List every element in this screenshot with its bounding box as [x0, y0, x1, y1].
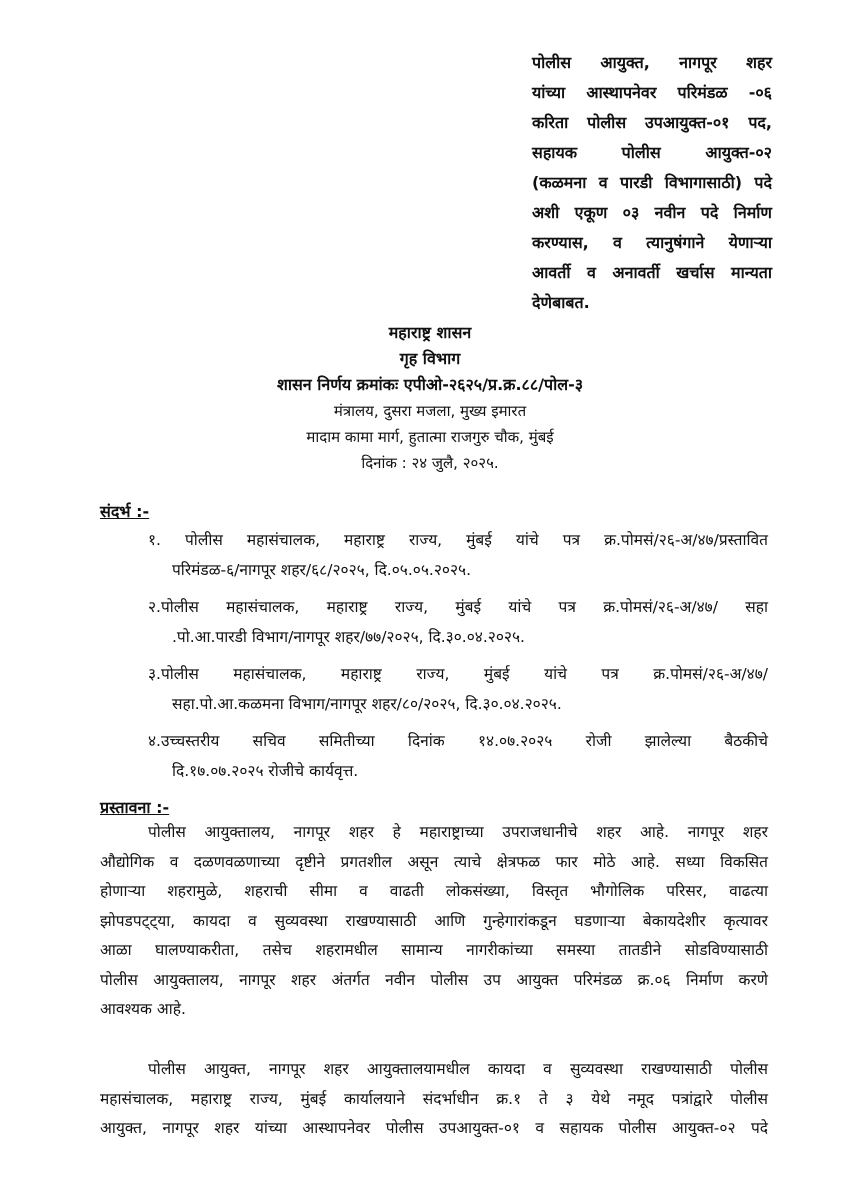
- subject-line: करिता पोलीस उपआयुक्त-०१ पद,: [532, 113, 772, 132]
- preamble-paragraph: [100, 1055, 768, 1144]
- reference-item: [100, 726, 768, 786]
- resolution-date: दिनांक : २४ जुलै, २०२५.: [361, 454, 499, 472]
- reference-item: [100, 659, 768, 719]
- subject-line: सहायक पोलीस आयुक्त-०२: [532, 143, 772, 162]
- address-line: मादाम कामा मार्ग, हुतात्मा राजगुरु चौक, मुंबई: [306, 428, 554, 446]
- paragraph-line: आवश्यक आहे.: [100, 1000, 186, 1018]
- paragraph-line: आळा घालण्याकरीता, तसेच शहरामधील सामान्य नागरीकांच्या समस्या तातडीने सोडविण्यासाठी: [100, 941, 768, 959]
- resolution-number: शासन निर्णय क्रमांकः एपीओ-२६२५/प्र.क्र.८८/पोल-३: [276, 375, 584, 394]
- address-line: मंत्रालय, दुसरा मजला, मुख्य इमारत: [333, 402, 527, 420]
- paragraph-line: पोलीस आयुक्तालय, नागपूर शहर हे महाराष्ट्राच्या उपराजधानीचे शहर आहे. नागपूर शहर: [148, 823, 768, 841]
- reference-text: ३.पोलीस महासंचालक, महाराष्ट्र राज्य, मुंबई यांचे पत्र क्र.पोमसं/२६-अ/४७/: [148, 665, 768, 683]
- reference-text: परिमंडळ-६/नागपूर शहर/६८/२०२५, दि.०५.०५.२०२५.: [172, 561, 471, 579]
- reference-text: .पो.आ.पारडी विभाग/नागपूर शहर/७७/२०२५, दि.३०.०४.२०२५.: [172, 628, 525, 646]
- reference-text: ४.उच्चस्तरीय सचिव समितीच्या दिनांक १४.०७.२०२५ रोजी झालेल्या बैठकीचे: [148, 732, 768, 750]
- paragraph-line: महासंचालक, महाराष्ट्र राज्य, मुंबई कार्यालयाने संदर्भाधीन क्र.१ ते ३ येथे नमूद पत्रांद्वारे पोलीस: [100, 1089, 768, 1108]
- subject-line: अशी एकूण ०३ नवीन पदे निर्माण: [532, 203, 772, 222]
- reference-text: १. पोलीस महासंचालक, महाराष्ट्र राज्य, मुंबई यांचे पत्र क्र.पोमसं/२६-अ/४७/प्रस्तावित: [148, 531, 768, 549]
- paragraph-line: पोलीस आयुक्त, नागपूर शहर आयुक्तालयामधील कायदा व सुव्यवस्था राखण्यासाठी पोलीस: [148, 1060, 768, 1078]
- reference-item: [100, 592, 768, 652]
- subject-line: देणेबाबत.: [532, 293, 590, 312]
- reference-text: २.पोलीस महासंचालक, महाराष्ट्र राज्य, मुंबई यांचे पत्र क्र.पोमसं/२६-अ/४७/ सहा: [148, 598, 768, 616]
- subject-line: (कळमना व पारडी विभागासाठी) पदे: [532, 173, 772, 192]
- preamble-paragraph: [100, 818, 768, 1025]
- subject-line: यांच्या आस्थापनेवर परिमंडळ -०६: [532, 83, 772, 102]
- reference-text: सहा.पो.आ.कळमना विभाग/नागपूर शहर/८०/२०२५, दि.३०.०४.२०२५.: [172, 695, 562, 713]
- subject-block: [532, 48, 772, 318]
- paragraph-line: औद्योगिक व दळणवळणाच्या दृष्टीने प्रगतशील असून त्याचे क्षेत्रफळ फार मोठे आहे. सध्या विकसित: [100, 852, 768, 871]
- paragraph-line: झोपडपट्ट्या, कायदा व सुव्यवस्था राखण्यासाठी आणि गुन्हेगारांकडून घडणाऱ्या बेकायदेशीर कृत्यावर: [100, 911, 768, 930]
- paragraph-line: पोलीस आयुक्तालय, नागपूर शहर अंतर्गत नवीन पोलीस उप आयुक्त परिमंडळ क्र.०६ निर्माण करणे: [100, 970, 768, 989]
- subject-line: पोलीस आयुक्त, नागपूर शहर: [532, 53, 772, 72]
- department-name: गृह विभाग: [399, 349, 461, 368]
- reference-item: [100, 525, 768, 585]
- references-title: संदर्भ :-: [100, 502, 150, 521]
- government-name: महाराष्ट्र शासन: [388, 323, 472, 342]
- paragraph-line: होणाऱ्या शहरामुळे, शहराची सीमा व वाढती लोकसंख्या, विस्तृत भौगोलिक परिसर, वाढत्या: [100, 882, 768, 900]
- reference-text: दि.१७.०७.२०२५ रोजीचे कार्यवृत्त.: [172, 762, 359, 780]
- subject-line: आवर्ती व अनावर्ती खर्चास मान्यता: [532, 263, 772, 282]
- paragraph-line: आयुक्त, नागपूर शहर यांच्या आस्थापनेवर पोलीस उपआयुक्त-०१ व सहायक पोलीस आयुक्त-०२ पदे: [100, 1119, 768, 1137]
- preamble-title: प्रस्तावना :-: [100, 798, 170, 817]
- references-list: [100, 525, 768, 793]
- document-header: [200, 320, 660, 476]
- subject-line: करण्यास, व त्यानुषंगाने येणाऱ्या: [532, 233, 772, 252]
